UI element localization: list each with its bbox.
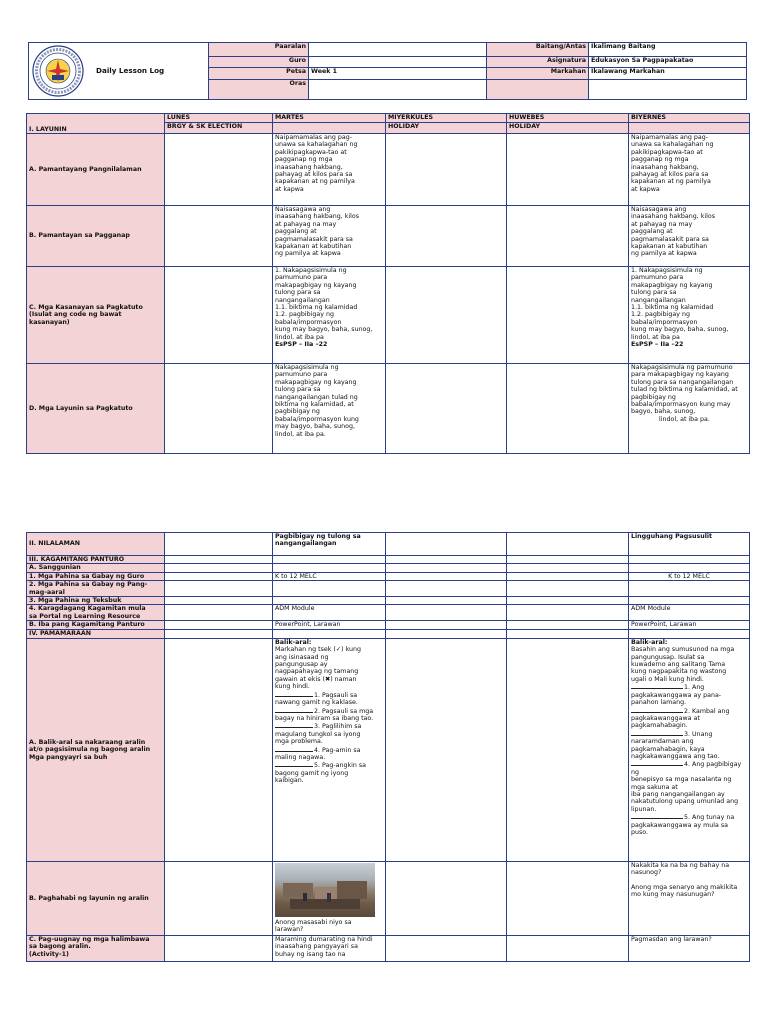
row-label-paguugnay: C. Pag-uugnay ng mga halimbawa sa bagong aralin. (Activity-1) [27,935,165,961]
cell-martes-nilalaman: Pagbibigay ng tulong sa nangangailangan [273,533,386,556]
cell-lunes [165,206,273,267]
value-baitang: Ikalimang Baitang [589,43,747,57]
row-label-karagdagang: 4. Karagdagang Kagamitan mula sa Portal ng Learning Resource [27,605,165,621]
cell-miyerkules [386,206,507,267]
day-miyerkules: MIYERKULES [386,114,507,123]
label-paaralan: Paaralan [209,43,309,57]
row-label-teksbuk: 3. Mga Pahina ng Teksbuk [27,597,165,605]
martes-item: 4. Pag-amin sa maling nagawa. [275,746,361,761]
cell-biyernes-kasanayan [629,267,750,364]
label-oras: Oras [209,79,309,99]
row-label-pamamaraan: IV. PAMAMARAAN [27,630,165,638]
biyernes-item: 3. Unang nararamdaman ang pagkamahabagin, kaya nagkakawanggawa ang tao. [631,730,720,760]
cell-biyernes-karagdagang: ADM Module [629,605,750,621]
row-label-paghahabi: B. Paghahabi ng layunin ng aralin [27,861,165,935]
paghahabi-martes-caption: Anong masasabi niyo sa larawan? [275,918,352,934]
value-markahan: Ikalawang Markahan [589,68,747,79]
cell-huwebes [507,364,629,454]
cell-biyernes-pamantayang: Naipamamalas ang pag- unawa sa kahalagahan ng pakikipagkapwa-tao at pagganap ng mga inaasahang hakbang, pahayag at kilos para sa kapakanan at ng pamilya at kapwa [629,134,750,206]
biyernes-kasanayan-code: EsPSP – IIa –22 [631,341,684,349]
label-baitang: Baitang/Antas [487,43,589,57]
label-petsa: Petsa [209,68,309,79]
disaster-photo [275,863,375,917]
cell-biyernes-balik-aral [629,638,750,861]
blank-label [487,79,589,99]
cell-martes-paghahabi [273,861,386,935]
header-logo-cell [29,43,209,100]
cell-martes-iba-pa: PowerPoint, Larawan [273,621,386,630]
biyernes-layunin-end: lindol, at iba pa. [659,415,710,423]
cell-miyerkules [386,134,507,206]
value-oras [309,79,487,99]
martes-kasanayan-text: 1. Nakapagsisimula ng pamumuno para makapagbigay ng kayang tulong para sa nangangailangan 1.1. biktima ng kalamidad 1.2. pagbibigay ng babala/impormasyon kung may bagyo, baha, sunog, lindol, at iba pa [275,267,373,341]
day-biyernes: BIYERNES [629,114,750,123]
cell-martes-paguugnay: Maraming dumarating na hindi inaasahang pangyayari sa buhay ng isang tao na [273,935,386,961]
martes-note [273,123,386,134]
row-label-nilalaman: II. NILALAMAN [27,533,165,556]
cell-martes-karagdagang: ADM Module [273,605,386,621]
value-paaralan [309,43,487,57]
cell-lunes [165,533,273,556]
biyernes-kasanayan-text: 1. Nakapagsisimula ng pamumuno para makapagbigay ng kayang tulong para sa nangangailangan 1.1. biktima ng kalamidad 1.2. pagbibigay ng babala/impormasyon kung may bagyo, baha, sunog, lindol, at iba pa [631,267,729,341]
row-label-pagganap: B. Pamantayan sa Pagganap [27,206,165,267]
cell-biyernes-iba-pa: PowerPoint, Larawan [629,621,750,630]
cell-lunes [165,364,273,454]
doc-title: Daily Lesson Log [96,66,165,76]
label-guro: Guro [209,57,309,68]
cell-huwebes [507,134,629,206]
lunes-note: BRGY & SK ELECTION [165,123,273,134]
biyernes-item: 4. Ang pagbibigay ng benepisyo sa mga nasalanta ng mga sakuna at iba pang nangangailangan ay nakatutulong upang umunlad ang lipunan. [631,761,742,813]
day-lunes: LUNES [165,114,273,123]
biyernes-item: 1. Ang pagkakawanggawa ay pana- panahon lamang. [631,684,722,707]
deped-seal-icon [32,45,84,97]
cell-huwebes [507,267,629,364]
day-huwebes: HUWEBES [507,114,629,123]
row-label-sanggunian: A. Sanggunian [27,564,165,572]
section-layunin-title: I. LAYUNIN [27,114,165,134]
biyernes-balik-intro: Basahin ang sumusunod na mga pangungusap. Isulat sa kuwaderno ang salitang Tama kung nagpapakita ng wastong ugali o Mali kung hindi. [631,646,735,683]
row-label-kasanayan: C. Mga Kasanayan sa Pagkatuto (Isulat ang code ng bawat kasanayan) [27,267,165,364]
cell-martes-pamantayang: Naipamamalas ang pag- unawa sa kahalagahan ng pakikipagkapwa-tao at pagganap ng mga inaasahang hakbang, pahayag at kilos para sa kapakanan at ng pamilya at kapwa [273,134,386,206]
blank-value [589,79,747,99]
row-label-gabay-mag-aaral: 2. Mga Pahina sa Gabay ng Pang- mag-aaral [27,581,165,597]
cell-biyernes-layunin [629,364,750,454]
cell-martes-balik-aral [273,638,386,861]
row-label-iba-pa: B. Iba pang Kagamitang Panturo [27,621,165,630]
row-label-pamantayang: A. Pamantayang Pangnilalaman [27,134,165,206]
cell-biyernes-paghahabi: Nakakita ka na ba ng bahay na nasunog? Anong mga senaryo ang makikita mo kung may nasunugan? [629,861,750,935]
cell-miyerkules [386,533,507,556]
martes-balik-title: Balik-aral: [275,638,312,646]
cell-martes-layunin: Nakapagsisimula ng pamumuno para makapagbigay ng kayang tulong para sa nangangailangan tulad ng biktima ng kalamidad, at pagbibigay ng babala/impormasyon kung may bagyo, baha, sunog, lindol, at iba pa. [273,364,386,454]
row-label-kagamitan: III. KAGAMITANG PANTURO [27,556,165,564]
biyernes-layunin-text: Nakapagsisimula ng pamumuno para makapagbigay ng kayang tulong para sa nangangailangan tulad ng biktima ng kalamidad, at pagbibigay ng babala/impormasyon kung may bagyo, baha, sunog, [631,364,738,416]
cell-martes-gabay-guro: K to 12 MELC [273,572,386,580]
row-label-balik-aral: A. Balik-aral sa nakaraang aralin at/o pagsisimula ng bagong aralin Mga pangyayri sa buh [27,638,165,861]
cell-lunes [165,267,273,364]
cell-martes-kasanayan [273,267,386,364]
cell-miyerkules [386,364,507,454]
value-asignatura: Edukasyon Sa Pagpapakatao [589,57,747,68]
martes-balik-intro: Markahan ng tsek (✓) kung ang isinasaad ng pangungusap ay nagpapahayag ng tamang gawain at ekis (✖) naman kung hindi. [275,646,362,691]
header-table [28,42,747,100]
cell-martes-pagganap: Naisasagawa ang inaasahang hakbang, kilos at pahayag na may paggalang at pagmamalasakit para sa kapakanan at kabutihan ng pamilya at kapwa [273,206,386,267]
martes-item: 5. Pag-angkin sa bagong gamit ng iyong kaibigan. [275,762,367,785]
cell-biyernes-pagganap: Naisasagawa ang inaasahang hakbang, kilos at pahayag na may paggalang at pagmamalasakit para sa kapakanan at kabutihan ng pamilya at kapwa [629,206,750,267]
miyerkules-note: HOLIDAY [386,123,507,134]
cell-biyernes-paguugnay: Pagmasdan ang larawan? [629,935,750,961]
value-guro [309,57,487,68]
biyernes-item: 2. Kambal ang pagkakawanggawa at pagkamahabagin. [631,707,730,730]
layunin-table [26,113,750,454]
biyernes-note [629,123,750,134]
nilalaman-table [26,532,750,962]
huwebes-note: HOLIDAY [507,123,629,134]
value-petsa: Week 1 [309,68,487,79]
row-label-gabay-guro: 1. Mga Pahina sa Gabay ng Guro [27,572,165,580]
martes-kasanayan-code: EsPSP – IIa –22 [275,341,328,349]
cell-biyernes-gabay-guro: K to 12 MELC [629,572,750,580]
biyernes-item: 5. Ang tunay na pagkakawanggawa ay mula sa puso. [631,814,735,836]
cell-huwebes [507,206,629,267]
martes-item: 2. Pagsauli sa mga bagay na hiniram sa ibang tao. [275,707,374,722]
label-markahan: Markahan [487,68,589,79]
cell-miyerkules [386,267,507,364]
cell-huwebes [507,533,629,556]
biyernes-balik-title: Balik-aral: [631,638,668,646]
cell-biyernes-nilalaman: Lingguhang Pagsusulit [629,533,750,556]
day-martes: MARTES [273,114,386,123]
martes-item: 1. Pagsauli sa nawang gamit ng kaklase. [275,691,358,707]
row-label-layunin: D. Mga Layunin sa Pagkatuto [27,364,165,454]
cell-lunes [165,134,273,206]
martes-item: 3. Paglilihim sa magulang tungkol sa iyong mga problema. [275,723,362,746]
label-asignatura: Asignatura [487,57,589,68]
